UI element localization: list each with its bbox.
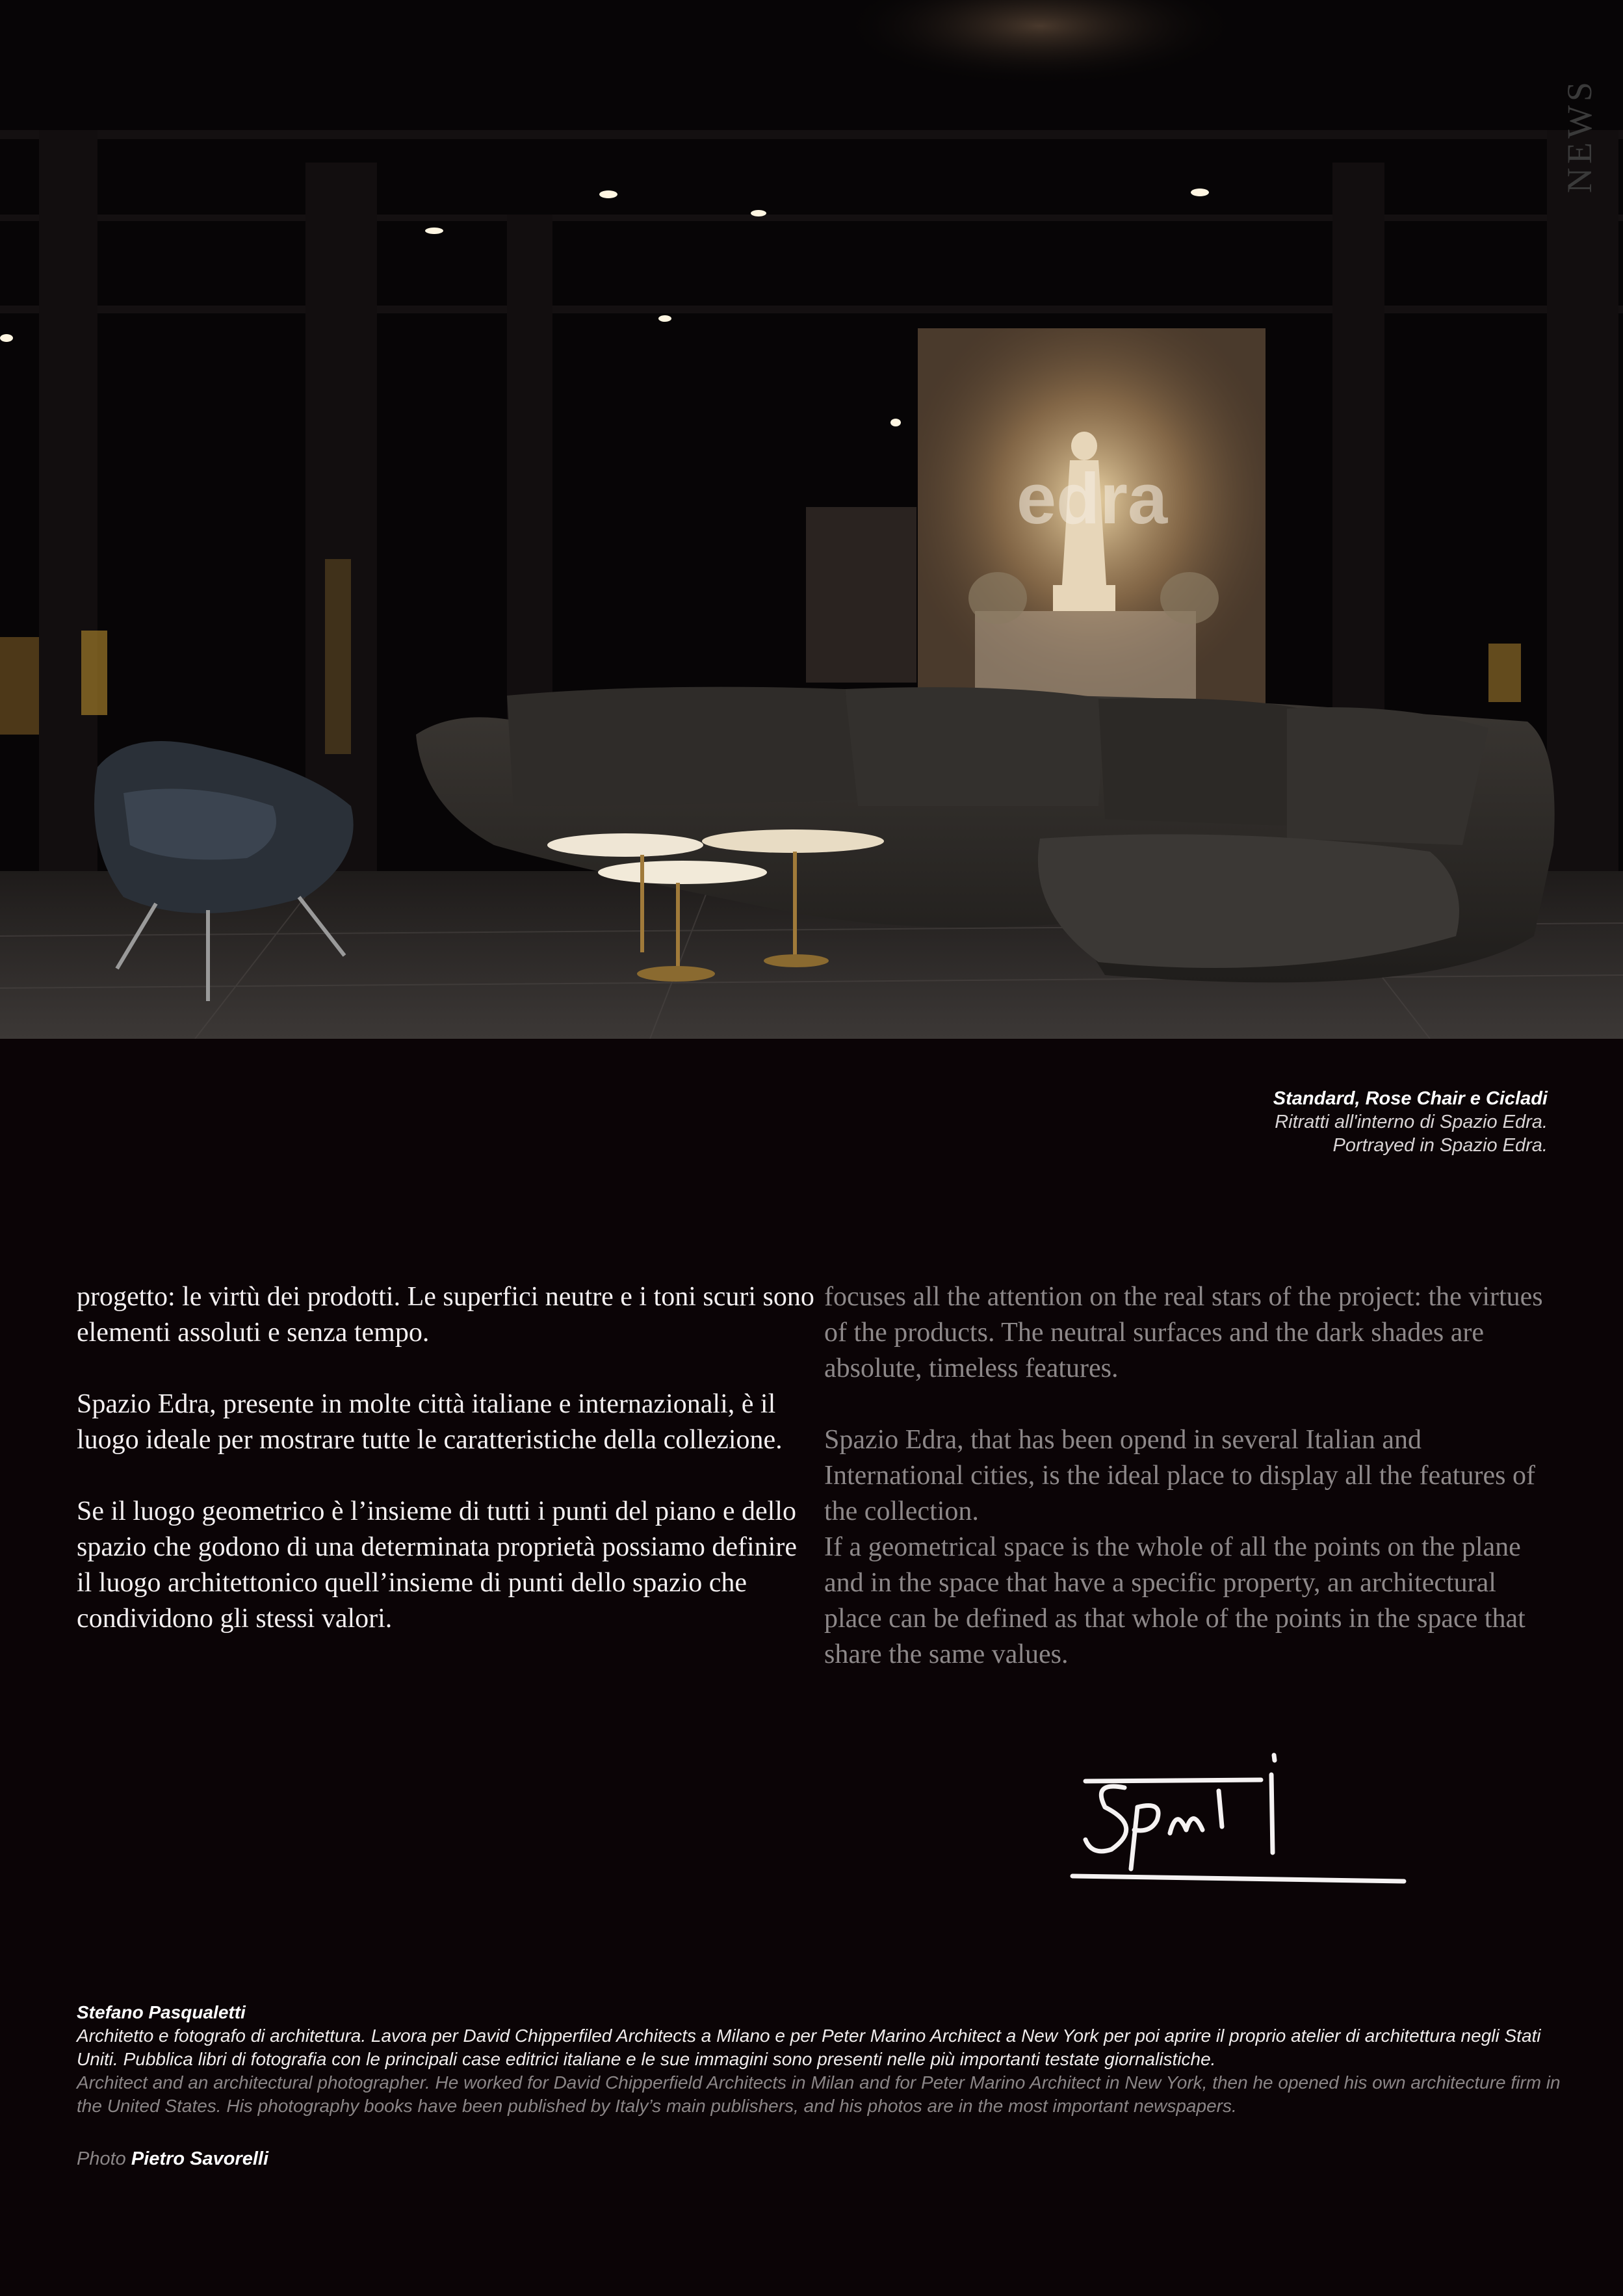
- section-label: NEWS: [1560, 78, 1599, 193]
- english-paragraph: If a geometrical space is the whole of all the points on the plane and in the space that have a specific property, an architectural place can be defined as that whole of the points in the space that share the same values.: [824, 1532, 1526, 1669]
- photo-credit: [77, 2148, 268, 2170]
- edra-logo: edra: [1016, 459, 1168, 539]
- bio-italian: Architetto e fotografo di architettura. Lavora per David Chipperfiled Architects a Milano e per Peter Marino Architect a New York per poi aprire il proprio atelier di architettura negli Stati Uniti. Pubblica libri di fotografia con le principali case editrici italiane e le sue immagini sono presenti nelle più importanti testate giornalistiche.: [77, 2026, 1541, 2069]
- english-paragraph: Spazio Edra, that has been opend in several Italian and International cities, is the ideal place to display all the features of the collection.: [824, 1425, 1535, 1526]
- signature: [1066, 1742, 1417, 1901]
- italian-paragraph: Se il luogo geometrico è l’insieme di tutti i punti del piano e dello spazio che godono di una determinata proprietà possiamo definire il luogo architettonico quell’insieme di punti dello spazio che condividono gli stessi valori.: [77, 1496, 797, 1634]
- body-italian: [77, 1279, 818, 1673]
- body-english: [824, 1279, 1552, 1708]
- italian-paragraph: progetto: le virtù dei prodotti. Le superfici neutre e i toni scuri sono elementi assoluti e senza tempo.: [77, 1282, 814, 1348]
- showroom-photo: [0, 0, 1623, 1039]
- caption-english: Portrayed in Spazio Edra.: [1332, 1135, 1548, 1156]
- author-bio: [77, 2001, 1565, 2118]
- italian-paragraph: Spazio Edra, presente in molte città italiane e internazionali, è il luogo ideale per mostrare tutte le caratteristiche della collezione.: [77, 1389, 783, 1455]
- handwritten-signature: [1066, 1742, 1417, 1898]
- photo-caption: [1273, 1087, 1548, 1157]
- bio-english: Architect and an architectural photographer. He worked for David Chipperfield Architects in Milan and for Peter Marino Architect in New York, then he opened his own architecture firm in the United States. His photography books have been published by Italy’s main publishers, and his photos are in the most important newspapers.: [77, 2072, 1561, 2116]
- english-paragraph: focuses all the attention on the real stars of the project: the virtues of the products. The neutral surfaces and the dark shades are absolute, timeless features.: [824, 1282, 1543, 1383]
- photographer-name: Pietro Savorelli: [131, 2148, 269, 2169]
- credit-label: Photo: [77, 2148, 126, 2169]
- author-name: Stefano Pasqualetti: [77, 2002, 246, 2022]
- caption-italian: Ritratti all'interno di Spazio Edra.: [1275, 1112, 1548, 1132]
- hero-photo: [0, 0, 1623, 1039]
- caption-title: Standard, Rose Chair e Cicladi: [1273, 1088, 1548, 1109]
